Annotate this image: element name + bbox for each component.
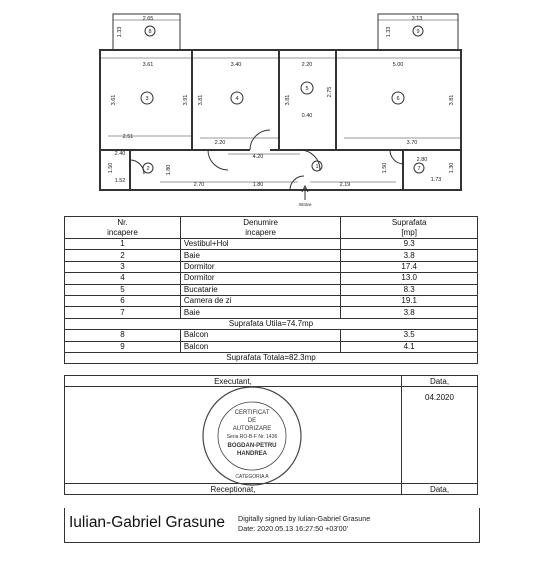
balcony-8-number: 8 xyxy=(148,29,152,35)
certification-stamp xyxy=(200,384,304,488)
room-7-side-dim: 1.30 xyxy=(449,162,455,174)
executant-label: Executant, xyxy=(65,376,402,387)
row-nr: 7 xyxy=(65,307,181,318)
room-table xyxy=(64,216,478,364)
balcony-9-dim: 3.13 xyxy=(411,16,423,22)
row-suprafata: 13.0 xyxy=(341,273,478,284)
room-2-width-dim: 2.40 xyxy=(114,151,126,157)
room-4-height-dim-2: 3.91 xyxy=(183,94,189,106)
room-3-bottom-dim: 2.51 xyxy=(122,134,134,140)
row-nr: 2 xyxy=(65,250,181,261)
stamp-line-5: BOGDAN-PETRU xyxy=(227,443,277,449)
room-2-height-dim: 1.50 xyxy=(108,162,114,174)
table-header-row xyxy=(65,217,478,239)
top-dim-1: 3.61 xyxy=(142,62,154,68)
row-denumire: Dormitor xyxy=(180,273,340,284)
row-suprafata: 3.8 xyxy=(341,307,478,318)
entrance-label: Intrare xyxy=(298,202,312,207)
header-denumire: Denumire incapere xyxy=(180,217,340,239)
room-3-number: 3 xyxy=(145,96,149,102)
top-dim-2: 3.40 xyxy=(230,62,242,68)
room-5-inner-dim: 0.40 xyxy=(301,113,313,119)
table-row xyxy=(65,295,478,306)
room-1-bottom-right-dim: 2.19 xyxy=(339,182,351,188)
row-suprafata: 8.3 xyxy=(341,284,478,295)
room-7-number: 7 xyxy=(417,166,421,172)
floor-plan xyxy=(0,0,543,210)
total-area-label: Suprafata Totala=82.3mp xyxy=(65,352,478,363)
row-suprafata: 3.5 xyxy=(341,330,478,341)
row-nr: 1 xyxy=(65,239,181,250)
room-5-number: 5 xyxy=(305,86,309,92)
room-7-bottom-dim: 1.73 xyxy=(430,177,442,183)
room-4-number: 4 xyxy=(235,96,239,102)
table-row xyxy=(65,341,478,352)
row-denumire: Vestibul+Hol xyxy=(180,239,340,250)
room-1-bottom-mid-dim: 1.80 xyxy=(252,182,264,188)
row-denumire: Balcon xyxy=(180,330,340,341)
room-6-number: 6 xyxy=(396,96,400,102)
room-1-top-dim: 4.20 xyxy=(252,154,264,160)
row-nr: 3 xyxy=(65,261,181,272)
room-7-width-dim: 2.80 xyxy=(416,157,428,163)
row-nr: 9 xyxy=(65,341,181,352)
room-7-height-dim: 1.50 xyxy=(382,162,388,174)
room-2-number: 2 xyxy=(146,166,150,172)
util-area-label: Suprafata Utila=74.7mp xyxy=(65,318,478,329)
row-denumire: Baie xyxy=(180,250,340,261)
row-suprafata: 19.1 xyxy=(341,295,478,306)
stamp-line-7: CATEGORIA A xyxy=(235,474,269,480)
stamp-line-6: HANDREA xyxy=(237,451,267,457)
executant-date: 04.2020 xyxy=(402,387,478,484)
executant-data-label: Data, xyxy=(402,376,478,387)
room-6-height-dim: 3.81 xyxy=(449,94,455,106)
util-area-row xyxy=(65,318,478,329)
table-row xyxy=(65,330,478,341)
header-nr: Nr. incapere xyxy=(65,217,181,239)
row-nr: 6 xyxy=(65,295,181,306)
room-6-bottom-dim: 3.70 xyxy=(406,140,418,146)
row-suprafata: 9.3 xyxy=(341,239,478,250)
row-nr: 8 xyxy=(65,330,181,341)
room-2-bottom-dim: 1.52 xyxy=(114,178,126,184)
room-2-side-dim: 1.80 xyxy=(166,164,172,176)
total-area-row xyxy=(65,352,478,363)
balcony-8-dim: 2.65 xyxy=(142,16,154,22)
row-denumire: Baie xyxy=(180,307,340,318)
row-denumire: Balcon xyxy=(180,341,340,352)
balcony-9-number: 9 xyxy=(416,29,420,35)
row-suprafata: 17.4 xyxy=(341,261,478,272)
table-row xyxy=(65,261,478,272)
row-denumire: Bucatarie xyxy=(180,284,340,295)
room-4-height-dim: 3.81 xyxy=(198,94,204,106)
table-row xyxy=(65,273,478,284)
stamp-line-1: CERTIFICAT xyxy=(234,410,270,416)
table-row xyxy=(65,250,478,261)
room-4-bottom-dim: 2.20 xyxy=(214,140,226,146)
stamp-line-2: DE xyxy=(247,418,257,424)
stamp-line-4: Seria RO-B-F Nr. 1436 xyxy=(226,434,278,440)
signature-line-2: Date: 2020.05.13 16:27:50 +03'00' xyxy=(238,524,349,533)
row-suprafata: 4.1 xyxy=(341,341,478,352)
row-suprafata: 3.8 xyxy=(341,250,478,261)
row-nr: 4 xyxy=(65,273,181,284)
balcony-9-side-dim: 1.33 xyxy=(386,26,392,38)
stamp-line-3: AUTORIZARE xyxy=(232,426,272,432)
row-denumire: Dormitor xyxy=(180,261,340,272)
table-row xyxy=(65,239,478,250)
row-nr: 5 xyxy=(65,284,181,295)
apartment-outline xyxy=(100,50,461,190)
header-suprafata: Suprafata [mp] xyxy=(341,217,478,239)
receptionat-data-label: Data, xyxy=(402,484,478,495)
top-dim-3: 2.20 xyxy=(301,62,313,68)
table-row xyxy=(65,284,478,295)
top-dim-4: 5.00 xyxy=(392,62,404,68)
room-1-bottom-left-dim: 2.70 xyxy=(193,182,205,188)
row-denumire: Camera de zi xyxy=(180,295,340,306)
table-row xyxy=(65,307,478,318)
room-1-number: 1 xyxy=(315,164,319,170)
room-3-height-dim: 3.61 xyxy=(111,94,117,106)
room-5-height-dim-2: 2.75 xyxy=(327,86,333,98)
signature-details xyxy=(238,514,370,534)
receptionat-label: Receptionat, xyxy=(65,484,402,495)
balcony-8-side-dim: 1.33 xyxy=(117,26,123,38)
signature-line-1: Digitally signed by Iulian-Gabriel Grasune xyxy=(238,514,371,523)
signature-name: Iulian-Gabriel Grasune xyxy=(69,514,225,531)
digital-signature-box xyxy=(64,508,480,543)
room-5-height-dim: 3.81 xyxy=(285,94,291,106)
